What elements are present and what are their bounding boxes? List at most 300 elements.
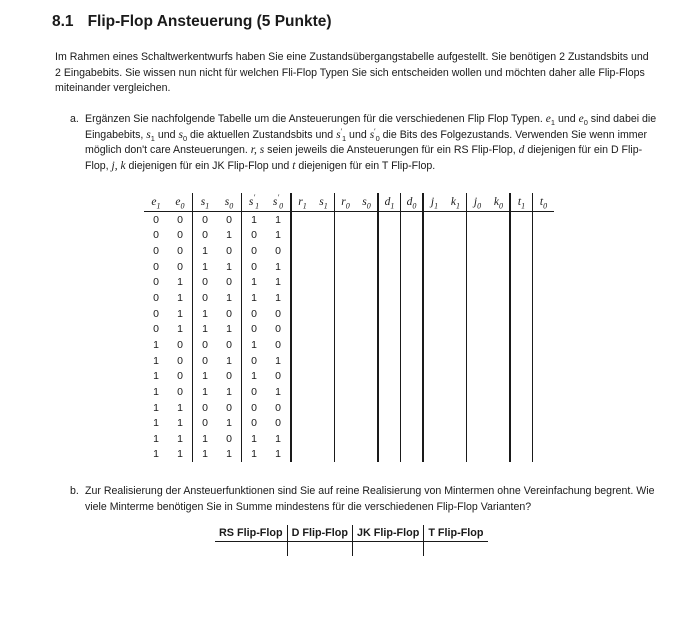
answer-cell[interactable] [510,259,533,275]
answer-cell[interactable] [467,384,489,400]
table-cell: 0 [153,292,159,305]
table-row [144,306,554,322]
table-cell: 1 [193,368,218,384]
answer-cell[interactable] [313,368,335,384]
answer-cell[interactable] [401,384,424,400]
answer-cell[interactable] [510,384,533,400]
answer-cell[interactable] [313,306,335,322]
table-cell: 0 [275,323,281,336]
table-cell: 0 [153,307,159,320]
answer-cell[interactable] [423,321,445,337]
answer-cell[interactable] [488,415,510,431]
table-cell: 0 [242,321,267,337]
table-cell: 0 [193,275,218,291]
answer-cell[interactable] [488,321,510,337]
math-symbol: s [146,128,151,141]
answer-cell[interactable] [313,259,335,275]
answer-cell[interactable] [445,337,467,353]
task-a-text [85,112,660,174]
answer-cell[interactable] [335,306,357,322]
table-row [144,259,554,275]
answer-cell[interactable] [291,337,313,353]
table-cell: 0 [226,401,232,414]
table-cell: 1 [242,275,267,291]
answer-cell[interactable] [533,259,555,275]
table-cell: 0 [177,385,183,398]
answer-cell[interactable] [356,321,378,337]
answer-cell[interactable] [510,212,533,228]
answer-cell[interactable] [291,290,313,306]
answer-cell[interactable] [378,243,401,259]
table-cell: 0 [275,401,281,414]
answer-cell[interactable] [533,306,555,322]
table-cell: 1 [242,368,267,384]
table-cell: 1 [177,432,183,445]
answer-cell[interactable] [291,259,313,275]
table-cell: 0 [242,306,267,322]
col-e0 [168,193,193,212]
table-cell: 1 [242,447,267,463]
answer-cell[interactable] [335,415,357,431]
table-cell: 1 [275,354,281,367]
answer-cell[interactable] [356,243,378,259]
answer-cell[interactable] [445,259,467,275]
table-row [144,275,554,291]
text-fragment: seien jeweils die Ansteuerungen für ein RS Flip-Flop, [267,144,516,156]
answer-cell[interactable] [356,275,378,291]
answer-cell[interactable] [291,447,313,463]
table-cell: 1 [153,432,159,445]
answer-cell[interactable] [423,368,445,384]
col-s0-next [266,193,291,212]
answer-cell[interactable] [356,431,378,447]
answer-cell[interactable] [378,400,401,416]
table-cell: 1 [226,354,232,367]
answer-cell[interactable] [313,337,335,353]
table-cell: 0 [275,370,281,383]
col-e1 [144,193,168,212]
table-cell: 0 [242,415,267,431]
answer-cell[interactable] [533,353,555,369]
answer-cell[interactable] [291,243,313,259]
answer-cell[interactable] [423,400,445,416]
answer-cell[interactable] [291,431,313,447]
table-cell: 1 [193,384,218,400]
answer-cell[interactable] [488,337,510,353]
table-cell: 0 [193,290,218,306]
answer-cell[interactable] [378,275,401,291]
answer-cell[interactable] [378,415,401,431]
answer-cell[interactable] [291,400,313,416]
answer-cell[interactable] [313,275,335,291]
answer-cell[interactable] [335,400,357,416]
column-header-label: $s_1$ [200,196,210,211]
table-cell: 0 [226,370,232,383]
text-fragment: diejenigen für ein JK Flip-Flop und [128,159,290,172]
answer-cell[interactable] [335,275,357,291]
answer-cell[interactable] [313,228,335,244]
table-cell: 1 [226,448,232,461]
answer-cell[interactable] [533,384,555,400]
answer-cell[interactable] [467,447,489,463]
column-header-label: $s_0$ [224,196,234,211]
math-symbol: 0 [375,133,380,143]
answer-cell[interactable] [533,447,555,463]
answer-cell[interactable] [467,243,489,259]
answer-cell[interactable] [313,384,335,400]
answer-cell[interactable] [335,447,357,463]
answer-cell[interactable] [335,228,357,244]
table-row [144,212,554,228]
answer-cell[interactable] [335,368,357,384]
answer-cell[interactable] [467,228,489,244]
answer-cell[interactable] [445,212,467,228]
answer-cell[interactable] [313,415,335,431]
answer-cell[interactable] [423,228,445,244]
table-cell: 1 [153,417,159,430]
answer-cell[interactable] [378,353,401,369]
table-cell: 1 [242,337,267,353]
answer-cell[interactable] [401,353,424,369]
answer-cell[interactable] [510,321,533,337]
answer-cell[interactable] [488,447,510,463]
answer-cell[interactable] [313,353,335,369]
table-row [144,290,554,306]
table-cell: 1 [275,276,281,289]
table-cell: 0 [153,323,159,336]
answer-cell[interactable] [533,415,555,431]
answer-cell[interactable] [378,212,401,228]
answer-cell[interactable] [510,368,533,384]
answer-cell[interactable] [356,259,378,275]
answer-cell[interactable] [401,447,424,463]
answer-cell[interactable] [488,384,510,400]
answer-cell[interactable] [445,290,467,306]
table-row [144,447,554,463]
col-k0 [488,193,510,212]
answer-cell[interactable] [533,321,555,337]
answer-cell[interactable] [488,243,510,259]
column-header-label: $s_1$ [319,196,328,211]
answer-cell[interactable] [356,228,378,244]
table-row [144,384,554,400]
answer-cell[interactable] [445,275,467,291]
answer-cell[interactable] [313,400,335,416]
answer-cell[interactable] [488,400,510,416]
table-cell: 0 [242,243,267,259]
answer-cell[interactable] [488,259,510,275]
answer-cell[interactable] [378,368,401,384]
col-d1 [378,193,401,212]
table-cell: 0 [226,307,232,320]
answer-cell[interactable] [378,290,401,306]
answer-cell[interactable] [423,447,445,463]
table-cell: 1 [153,370,159,383]
intro-paragraph: Im Rahmen eines Schaltwerkentwurfs haben Sie eine Zustandsübergangstabelle aufgestellt. Sie benötigen 2 Zustandsbits und 2 Eingabebits. Sie wissen nun nicht für welchen Fli-Flop Typen Sie sich entscheiden wollen und möchten daher alle Flip-Flops miteinander vergleichen. [55,51,649,94]
answer-cell[interactable] [356,400,378,416]
answer-cell[interactable] [291,228,313,244]
table-cell: 0 [226,432,232,445]
answer-cell[interactable] [423,431,445,447]
answer-cell[interactable] [467,259,489,275]
col-d0 [401,193,424,212]
table-cell: 1 [153,338,159,351]
answer-cell[interactable] [423,415,445,431]
math-symbol: s [178,128,183,141]
answer-cell[interactable] [401,400,424,416]
answer-cell[interactable] [356,368,378,384]
answer-cell[interactable] [488,212,510,228]
col-j1 [423,193,445,212]
answer-cell[interactable] [378,321,401,337]
answer-cell[interactable] [510,431,533,447]
table-cell: 0 [275,338,281,351]
text-fragment: und [157,128,176,141]
column-header-label: $t_1$ [517,196,526,211]
answer-cell[interactable] [533,228,555,244]
answer-cell[interactable] [467,212,489,228]
answer-cell[interactable] [510,415,533,431]
answer-cell[interactable] [356,306,378,322]
answer-cell[interactable] [401,275,424,291]
answer-cell[interactable] [445,384,467,400]
answer-cell[interactable] [291,353,313,369]
table-cell: 0 [177,213,183,226]
answer-cell[interactable] [488,431,510,447]
transition-table-body [144,212,554,463]
answer-cell[interactable] [445,447,467,463]
answer-cell[interactable] [445,228,467,244]
math-symbol: r, s [250,144,265,156]
answer-cell[interactable] [335,321,357,337]
summary-col-jk: JK Flip-Flop [352,525,423,542]
answer-cell[interactable] [467,337,489,353]
column-header-label: $d_1$ [384,196,395,211]
answer-cell[interactable] [510,400,533,416]
col-s1 [193,193,218,212]
answer-cell[interactable] [291,212,313,228]
answer-cell[interactable] [445,368,467,384]
table-cell: 0 [153,245,159,258]
answer-cell[interactable] [467,368,489,384]
answer-cell[interactable] [488,353,510,369]
answer-cell[interactable] [510,228,533,244]
table-cell: 0 [193,212,218,228]
answer-cell[interactable] [378,306,401,322]
answer-cell[interactable] [423,243,445,259]
column-header-label: $s'_0$ [272,193,284,211]
table-cell: 1 [177,276,183,289]
answer-cell[interactable] [378,259,401,275]
table-cell: 0 [242,228,267,244]
summary-answer-d[interactable] [287,542,352,557]
answer-cell[interactable] [291,321,313,337]
answer-cell[interactable] [291,275,313,291]
answer-cell[interactable] [488,368,510,384]
answer-cell[interactable] [356,415,378,431]
answer-cell[interactable] [378,431,401,447]
answer-cell[interactable] [445,353,467,369]
answer-cell[interactable] [291,368,313,384]
answer-cell[interactable] [291,415,313,431]
answer-cell[interactable] [335,290,357,306]
answer-cell[interactable] [356,447,378,463]
answer-cell[interactable] [313,321,335,337]
answer-cell[interactable] [467,306,489,322]
answer-cell[interactable] [313,290,335,306]
answer-cell[interactable] [313,243,335,259]
table-cell: 1 [275,229,281,242]
table-cell: 0 [177,260,183,273]
answer-cell[interactable] [510,290,533,306]
answer-cell[interactable] [356,212,378,228]
answer-cell[interactable] [356,337,378,353]
answer-cell[interactable] [423,337,445,353]
answer-cell[interactable] [467,400,489,416]
task-b-label: b. [70,485,79,497]
table-cell: 0 [193,228,218,244]
table-row [144,431,554,447]
math-symbol: s [369,128,375,141]
table-cell: 1 [242,431,267,447]
answer-cell[interactable] [510,447,533,463]
answer-cell[interactable] [356,384,378,400]
answer-cell[interactable] [445,243,467,259]
table-cell: 1 [193,259,218,275]
text-fragment: die aktuellen Zustandsbits und [190,128,334,141]
answer-cell[interactable] [533,212,555,228]
table-cell: 0 [275,307,281,320]
answer-cell[interactable] [401,321,424,337]
answer-cell[interactable] [401,212,424,228]
table-cell: 1 [226,323,232,336]
answer-cell[interactable] [401,337,424,353]
answer-cell[interactable] [423,259,445,275]
answer-cell[interactable] [423,275,445,291]
answer-cell[interactable] [335,353,357,369]
answer-cell[interactable] [533,368,555,384]
answer-cell[interactable] [510,353,533,369]
table-row [144,415,554,431]
answer-cell[interactable] [533,243,555,259]
table-cell: 0 [193,337,218,353]
answer-cell[interactable] [467,353,489,369]
answer-cell[interactable] [423,306,445,322]
summary-answer-jk[interactable] [352,542,423,557]
answer-cell[interactable] [356,290,378,306]
answer-cell[interactable] [488,290,510,306]
table-cell: 0 [242,353,267,369]
answer-cell[interactable] [533,337,555,353]
answer-cell[interactable] [423,353,445,369]
answer-cell[interactable] [488,228,510,244]
answer-cell[interactable] [488,306,510,322]
answer-cell[interactable] [401,415,424,431]
answer-cell[interactable] [401,228,424,244]
table-cell: 0 [242,400,267,416]
table-cell: 1 [242,290,267,306]
table-cell: 1 [193,447,218,463]
answer-cell[interactable] [510,243,533,259]
summary-answer-rs[interactable] [215,542,287,557]
answer-cell[interactable] [445,415,467,431]
answer-cell[interactable] [313,447,335,463]
answer-cell[interactable] [335,243,357,259]
col-r1 [291,193,313,212]
table-cell: 1 [275,432,281,445]
answer-cell[interactable] [291,384,313,400]
answer-cell[interactable] [533,275,555,291]
answer-cell[interactable] [313,431,335,447]
answer-cell[interactable] [378,384,401,400]
answer-cell[interactable] [401,243,424,259]
table-cell: 0 [226,213,232,226]
summary-col-t: T Flip-Flop [424,525,488,542]
table-cell: 0 [242,259,267,275]
answer-cell[interactable] [401,290,424,306]
summary-answer-t[interactable] [424,542,488,557]
math-symbol: 0 [182,133,188,143]
answer-cell[interactable] [378,337,401,353]
answer-cell[interactable] [423,290,445,306]
answer-cell[interactable] [445,400,467,416]
answer-cell[interactable] [291,306,313,322]
answer-cell[interactable] [533,290,555,306]
answer-cell[interactable] [467,415,489,431]
answer-cell[interactable] [401,368,424,384]
col-t0 [533,193,555,212]
section-heading [52,13,332,31]
summary-answer-row [215,542,488,557]
answer-cell[interactable] [467,290,489,306]
answer-cell[interactable] [401,306,424,322]
answer-cell[interactable] [445,321,467,337]
answer-cell[interactable] [401,431,424,447]
answer-cell[interactable] [510,337,533,353]
answer-cell[interactable] [378,228,401,244]
answer-cell[interactable] [423,212,445,228]
answer-cell[interactable] [533,431,555,447]
answer-cell[interactable] [378,447,401,463]
answer-cell[interactable] [445,306,467,322]
answer-cell[interactable] [510,306,533,322]
answer-cell[interactable] [335,337,357,353]
answer-cell[interactable] [488,275,510,291]
answer-cell[interactable] [356,353,378,369]
answer-cell[interactable] [533,400,555,416]
answer-cell[interactable] [467,431,489,447]
math-symbol: ′ [340,125,342,135]
answer-cell[interactable] [335,212,357,228]
table-cell: 0 [193,415,218,431]
answer-cell[interactable] [313,212,335,228]
answer-cell[interactable] [467,275,489,291]
table-row [144,368,554,384]
column-header-label: $s_0$ [362,196,371,211]
text-fragment: sind dabei die Eingabebits, [85,113,657,141]
answer-cell[interactable] [423,384,445,400]
answer-cell[interactable] [467,321,489,337]
answer-cell[interactable] [335,259,357,275]
answer-cell[interactable] [401,259,424,275]
table-cell: 1 [193,306,218,322]
table-cell: 1 [275,292,281,305]
answer-cell[interactable] [335,431,357,447]
answer-cell[interactable] [510,275,533,291]
answer-cell[interactable] [445,431,467,447]
answer-cell[interactable] [335,384,357,400]
table-cell: 0 [153,276,159,289]
